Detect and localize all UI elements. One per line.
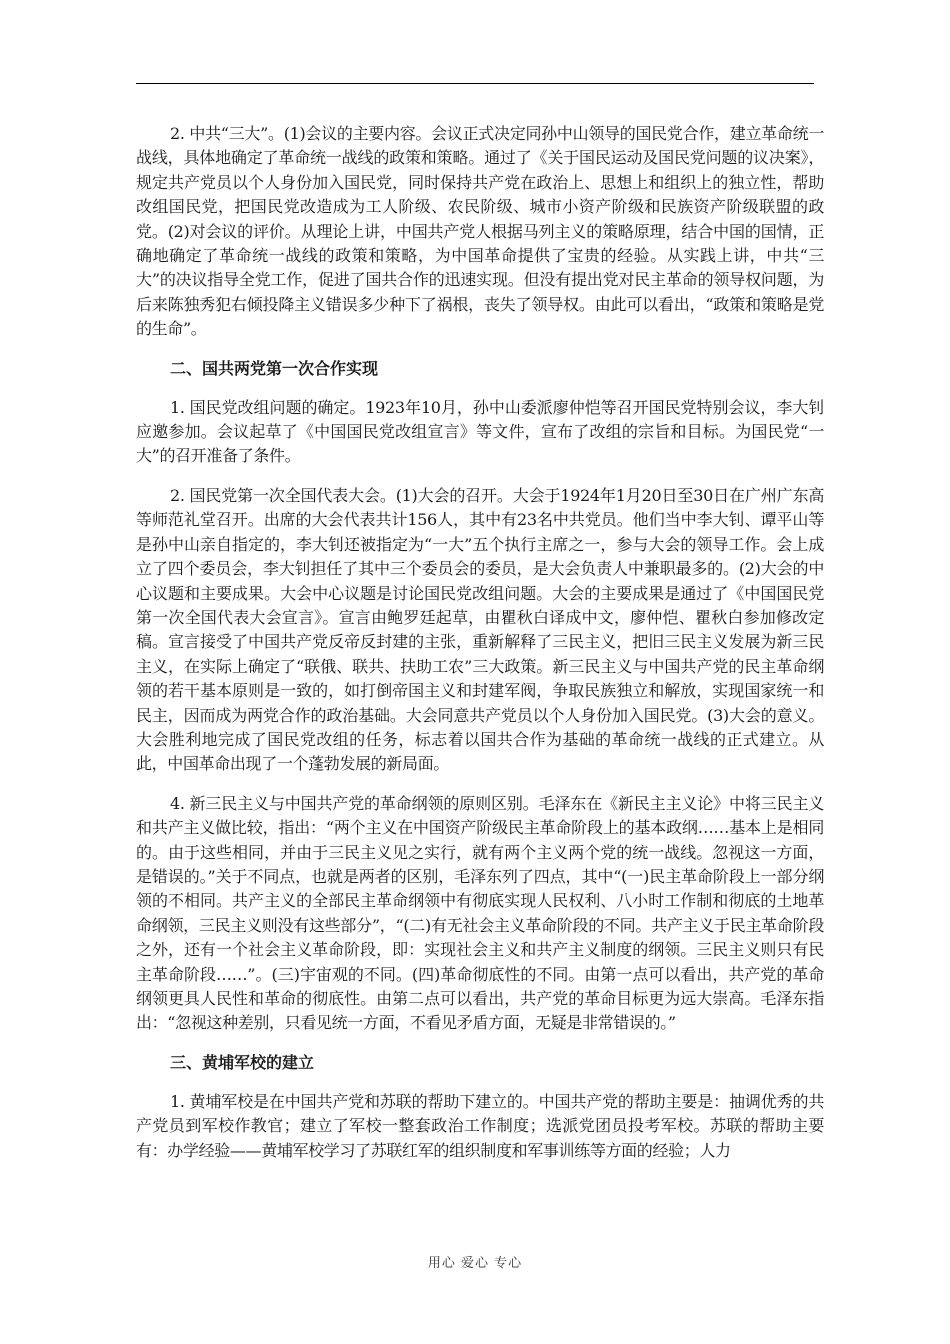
section-heading-cooperation: 二、国共两党第一次合作实现 [170, 358, 379, 378]
paragraph-whampoa: 1. 黄埔军校是在中国共产党和苏联的帮助下建立的。中国共产党的帮助主要是：抽调优秀的共产党员到军校作教官；建立了军校一整套政治工作制度；选派党团员投考军校。苏联的帮助主要有：办学经验——黄埔军校学习了苏联红军的组织制度和军事训练等方面的经验；人力 [136, 1091, 824, 1160]
paragraph-first-congress: 2. 国民党第一次全国代表大会。(1)大会的召开。大会于1924年1月20日至30日在广州广东高等师范礼堂召开。出席的大会代表共计156人，其中有23名中共党员。他们当中李大钊、谭平山等是孙中山亲自指定的，李大钊还被指定为“一大”五个执行主席之一，参与大会的领导工作。会上成立了四个委员会，李大钊担任了其中三个委员会的委员，是大会负责人中兼职最多的。(2)大会的中心议题和主要成果。大会中心议题是讨论国民党改组问题。大会的主要成果是通过了《中国国民党第一次全国代表大会宣言》。宣言由鲍罗廷起草，由瞿秋白译成中文，廖仲恺、瞿秋白参加修改定稿。宣言接受了中国共产党反帝反封建的主张，重新解释了三民主义，把旧三民主义发展为新三民主义，在实际上确定了“联俄、联共、扶助工农”三大政策。新三民主义与中国共产党的民主革命纲领的若干基本原则是一致的，如打倒帝国主义和封建军阀，争取民族独立和解放，实现国家统一和民主，因而成为两党合作的政治基础。大会同意共产党员以个人身份加入国民党。(3)大会的意义。大会胜利地完成了国民党改组的任务，标志着以国共合作为基础的革命统一战线的正式建立。从此，中国革命出现了一个蓬勃发展的新局面。 [136, 485, 824, 774]
header-rule [136, 83, 814, 84]
section-heading-whampoa: 三、黄埔军校的建立 [170, 1052, 315, 1072]
document-body [136, 122, 824, 1178]
paragraph-three-principles: 4. 新三民主义与中国共产党的革命纲领的原则区别。毛泽东在《新民主主义论》中将三民主义和共产主义做比较，指出：“两个主义在中国资产阶级民主革命阶段上的基本政纲……基本上是相同的。由于这些相同，并由于三民主义见之实行，就有两个主义两个党的统一战线。忽视这一方面，是错误的。”关于不同点，也就是两者的区别，毛泽东列了四点，其中“(一)民主革命阶段上一部分纲领的不相同。共产主义的全部民主革命纲领中有彻底实现人民权利、八小时工作制和彻底的土地革命纲领，三民主义则没有这些部分”，“(二)有无社会主义革命阶段的不同。共产主义于民主革命阶段之外，还有一个社会主义革命阶段，即：实现社会主义和共产主义制度的纲领。三民主义则只有民主革命阶段……”。(三)宇宙观的不同。(四)革命彻底性的不同。由第一点可以看出，共产党的革命纲领更具人民性和革命的彻底性。由第二点可以看出，共产党的革命目标更为远大崇高。毛泽东指出：“忽视这种差别，只看见统一方面，不看见矛盾方面，无疑是非常错误的。” [136, 793, 824, 1033]
paragraph-third-congress: 2. 中共“三大”。(1)会议的主要内容。会议正式决定同孙中山领导的国民党合作，建立革命统一战线，具体地确定了革命统一战线的政策和策略。通过了《关于国民运动及国民党问题的议决案》，规定共产党员以个人身份加入国民党，同时保持共产党在政治上、思想上和组织上的独立性，帮助改组国民党，把国民党改造成为工人阶级、农民阶级、城市小资产阶级和民族资产阶级联盟的政党。(2)对会议的评价。从理论上讲，中国共产党人根据马列主义的策略原理，结合中国的国情，正确地确定了革命统一战线的政策和策略，为中国革命提供了宝贵的经验。从实践上讲，中共“三大”的决议指导全党工作，促进了国共合作的迅速实现。但没有提出党对民主革命的领导权问题，为后来陈独秀犯右倾投降主义错误多少种下了祸根，丧失了领导权。由此可以看出，“政策和策略是党的生命”。 [136, 124, 824, 339]
paragraph-reorganization: 1. 国民党改组问题的确定。1923年10月，孙中山委派廖仲恺等召开国民党特别会议，李大钊应邀参加。会议起草了《中国国民党改组宣言》等文件，宣布了改组的宗旨和目标。为国民党“一大”的召开准备了条件。 [136, 397, 824, 466]
page-footer: 用心 爱心 专心 [427, 1256, 523, 1271]
